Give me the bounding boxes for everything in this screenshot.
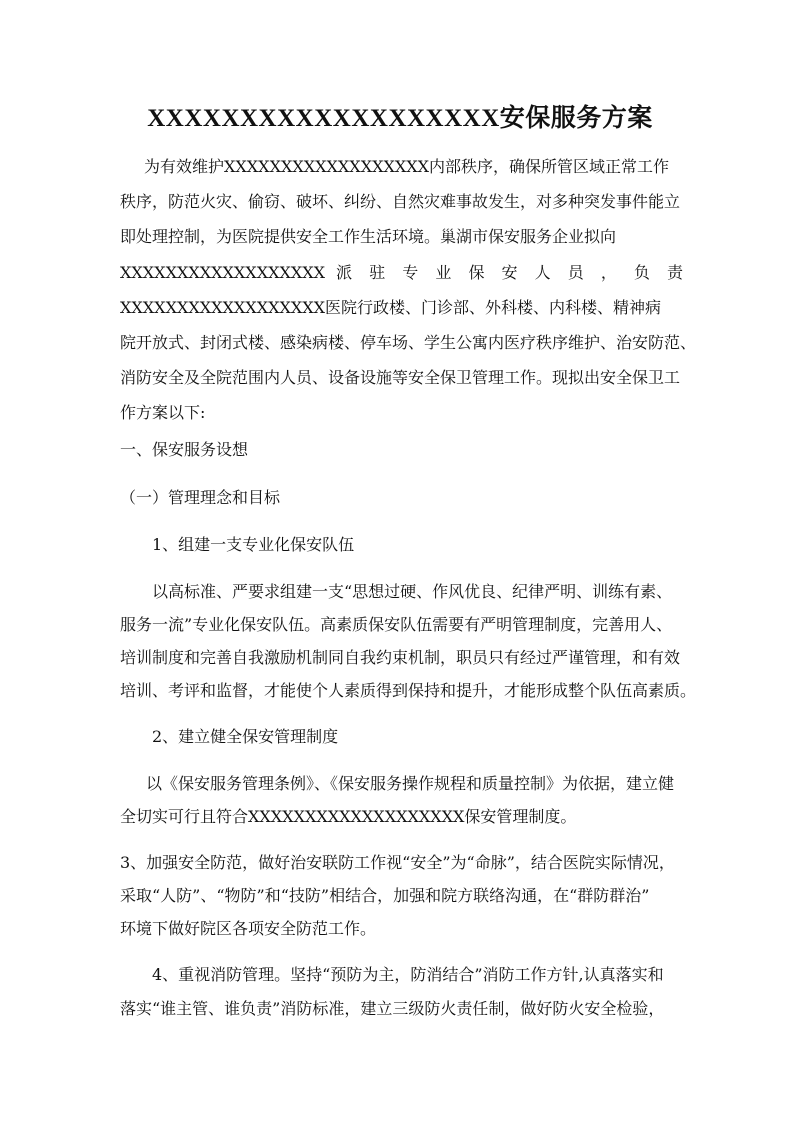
paragraph-line: 培训、考评和监督，才能使个人素质得到保持和提升，才能形成整个队伍高素质。 bbox=[120, 681, 697, 700]
subsection-heading: （一）管理理念和目标 bbox=[120, 488, 281, 507]
paragraph-line: 3、加强安全防范，做好治安联防工作视“安全”为“命脉”，结合医院实际情况， bbox=[120, 853, 675, 872]
paragraph-line: 即处理控制，为医院提供安全工作生活环境。巢湖市保安服务企业拟向 bbox=[120, 227, 617, 246]
paragraph-line: 作方案以下: bbox=[120, 403, 206, 422]
paragraph-line: 为有效维护XXXXXXXXXXXXXXXXXX内部秩序，确保所管区域正常工作 bbox=[144, 157, 670, 176]
paragraph-line: XXXXXXXXXXXXXXXXXX 派 驻 专 业 保 安 人 员 ， 负 责 bbox=[120, 263, 683, 282]
paragraph-line: 秩序，防范火灾、偷窃、破坏、纠纷、自然灾难事故发生，对多种突发事件能立 bbox=[120, 192, 681, 211]
paragraph-line: 以《保安服务管理条例》、《保安服务操作规程和质量控制》为依据，建立健 bbox=[146, 774, 675, 793]
paragraph-line: 以高标准、严要求组建一支“思想过硬、作风优良、纪律严明、训练有素、 bbox=[152, 582, 673, 601]
paragraph-line: 消防安全及全院范围内人员、设备设施等安全保卫管理工作。现拟出安全保卫工 bbox=[120, 368, 681, 387]
paragraph-line: 4、重视消防管理。坚持“预防为主，防消结合”消防工作方针,认真落实和 bbox=[152, 965, 664, 984]
paragraph-line: XXXXXXXXXXXXXXXXXX医院行政楼、门诊部、外科楼、内科楼、精神病 bbox=[120, 298, 662, 317]
paragraph-line: 全切实可行且符合XXXXXXXXXXXXXXXXXXX保安管理制度。 bbox=[120, 807, 577, 826]
document-title: XXXXXXXXXXXXXXXXXXX安保服务方案 bbox=[147, 105, 653, 132]
paragraph-line: 落实“谁主管、谁负责”消防标准，建立三级防火责任制，做好防火安全检验， bbox=[120, 999, 665, 1018]
paragraph-line: 采取“人防”、“物防”和“技防”相结合，加强和院方联络沟通，在“群防群治” bbox=[120, 886, 650, 905]
paragraph-line: 院开放式、封闭式楼、感染病楼、停车场、学生公寓内医疗秩序维护、治安防范、 bbox=[120, 333, 697, 352]
paragraph-line: 服务一流”专业化保安队伍。高素质保安队伍需要有严明管理制度，完善用人、 bbox=[120, 615, 673, 634]
item-heading: 1、组建一支专业化保安队伍 bbox=[152, 535, 355, 554]
paragraph-line: 环境下做好院区各项安全防范工作。 bbox=[120, 919, 377, 938]
paragraph-line: 培训制度和完善自我激励机制同自我约束机制，职员只有经过严谨管理，和有效 bbox=[120, 648, 681, 667]
section-heading: 一、保安服务设想 bbox=[120, 440, 249, 459]
item-heading: 2、建立健全保安管理制度 bbox=[152, 727, 339, 746]
